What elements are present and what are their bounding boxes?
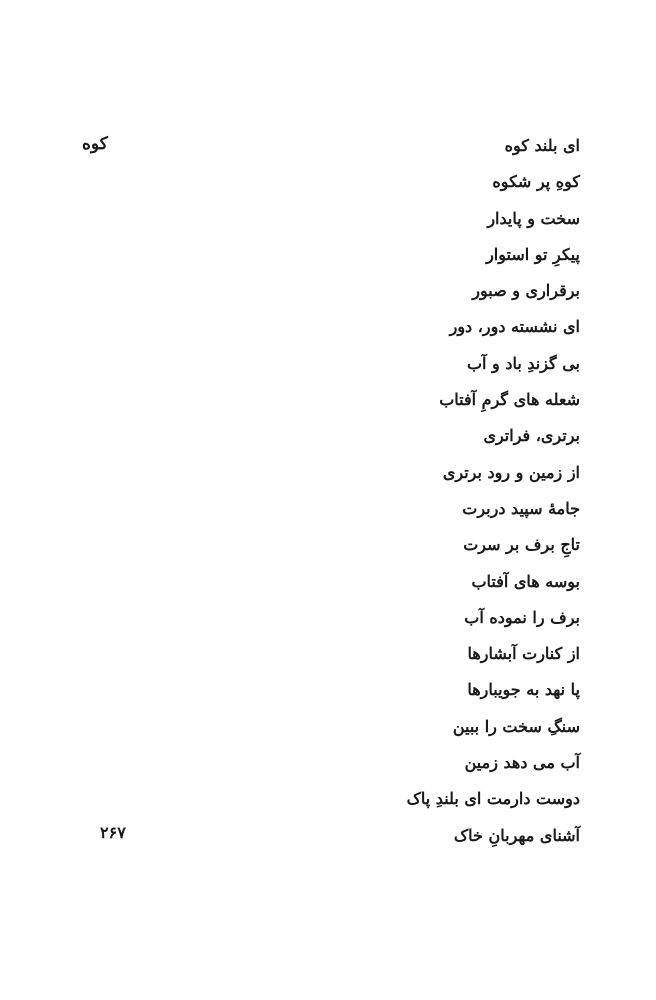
poem-line: شعله های گرمِ آفتاب <box>439 390 580 410</box>
poem-line: کوهِ پر شکوه <box>492 172 580 192</box>
poem-line: جامهٔ سپید دربرت <box>462 498 580 518</box>
poem-line: از زمین و رود برتری <box>442 462 580 482</box>
poem-line: از کنارت آبشارها <box>467 644 580 664</box>
poem-line: تاجِ برف بر سرت <box>463 535 580 555</box>
poem-title: کوه <box>82 134 108 154</box>
poem-line: سنگِ سخت را ببین <box>452 716 580 736</box>
poem-line: پیکرِ تو استوار <box>486 244 580 264</box>
poem-line: آشنای مهربانِ خاک <box>453 825 580 845</box>
poem-line: آب می دهد زمین <box>464 753 580 773</box>
page-number: ۲۶۷ <box>100 823 126 842</box>
poem-line: ای بلند کوه <box>504 136 580 155</box>
poem-line: سخت و پایدار <box>487 208 580 228</box>
poem-line: دوست دارمت ای بلندِ پاک <box>406 789 580 809</box>
poem-line: ای نشسته دور، دور <box>449 317 580 337</box>
poem-line: برف را نموده آب <box>464 607 580 627</box>
poem-line: برتری، فراتری <box>483 426 580 446</box>
poem-line: برقراری و صبور <box>472 281 580 301</box>
poem-line: بوسه های آفتاب <box>471 571 580 591</box>
poem-lines <box>220 130 580 856</box>
poem-line: پا نهد به جویبارها <box>467 680 580 700</box>
poem-line: بی گزندِ باد و آب <box>466 353 580 373</box>
